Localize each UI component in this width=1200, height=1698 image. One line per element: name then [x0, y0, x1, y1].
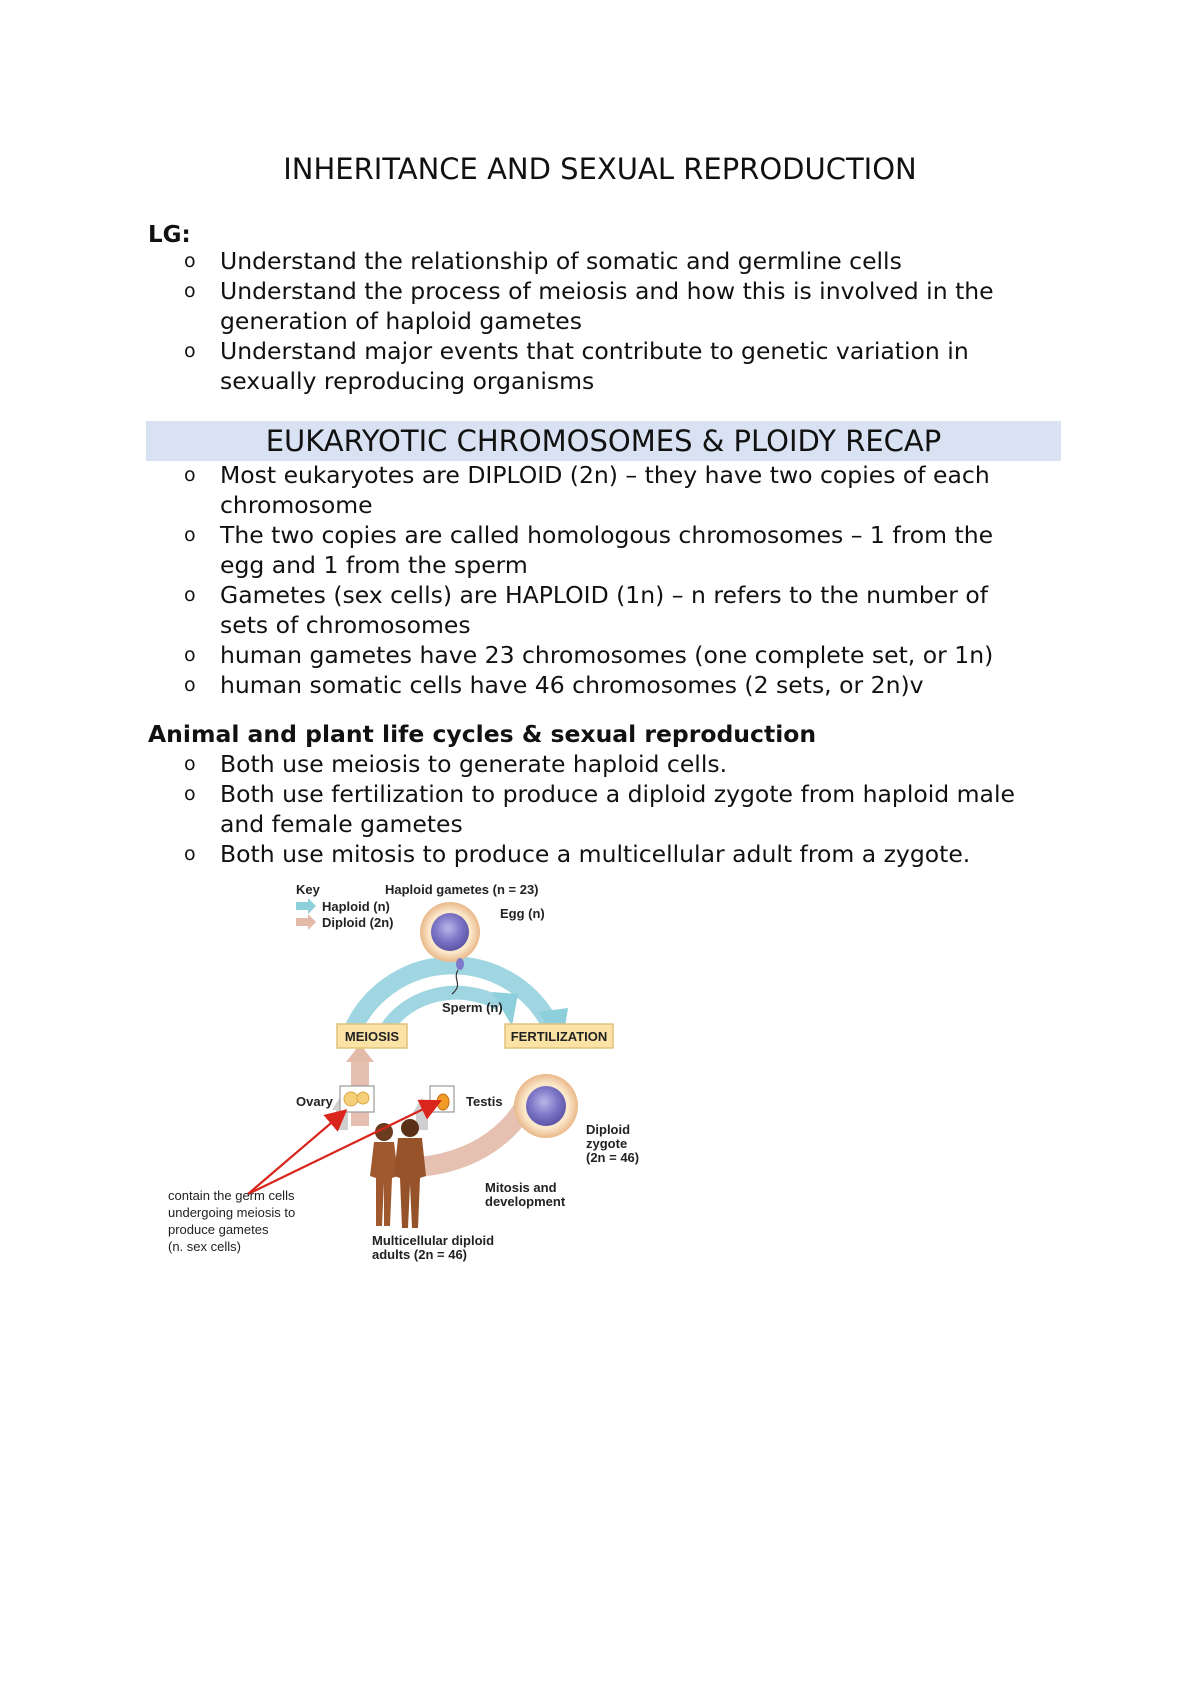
haploid-gametes-label: Haploid gametes (n = 23): [385, 882, 539, 897]
list-item-text: Both use meiosis to generate haploid cells.: [220, 750, 728, 778]
bullet-icon: o: [184, 783, 196, 805]
list-item-text: chromosome: [220, 491, 373, 519]
list-item-text: and female gametes: [220, 810, 463, 838]
testis-icon: [437, 1094, 449, 1110]
fertilization-label: FERTILIZATION: [510, 1029, 608, 1044]
bullet-icon: o: [184, 464, 196, 486]
life-cycles-heading: Animal and plant life cycles & sexual reproduction: [148, 720, 817, 748]
bullet-icon: o: [184, 340, 196, 362]
zygote-label: Diploid: [586, 1122, 631, 1137]
adults-label: Multicellular diploid: [372, 1233, 495, 1248]
list-item: [148, 839, 1015, 869]
page-title: INHERITANCE AND SEXUAL REPRODUCTION: [283, 152, 917, 186]
list-item: [148, 336, 994, 396]
recap-list: [148, 460, 993, 700]
list-item-text: human gametes have 23 chromosomes (one complete set, or 1n): [220, 641, 994, 669]
ovary-icon: [357, 1092, 369, 1104]
ovary-label: Ovary: [296, 1094, 333, 1109]
annotation-note: (n. sex cells): [168, 1239, 241, 1254]
haploid-key-label: Haploid (n): [322, 899, 390, 914]
diploid-key-label: Diploid (2n): [322, 915, 394, 930]
list-item: [148, 779, 1015, 839]
learning-goals-label: LG:: [148, 222, 191, 248]
list-item: [148, 640, 993, 670]
list-item: [148, 670, 993, 700]
zygote-label: (2n = 46): [586, 1150, 640, 1165]
ovary-icon: [344, 1092, 358, 1106]
meiosis-label: MEIOSIS: [344, 1029, 400, 1044]
list-item-text: The two copies are called homologous chromosomes – 1 from the: [220, 521, 994, 549]
mitosis-label: development: [485, 1194, 566, 1209]
list-item-text: Most eukaryotes are DIPLOID (2n) – they have two copies of each: [220, 461, 990, 489]
list-item-text: Gametes (sex cells) are HAPLOID (1n) – n refers to the number of: [220, 581, 989, 609]
haploid-key-arrow: [296, 898, 316, 914]
bullet-icon: o: [184, 524, 196, 546]
life-cycles-list: [148, 749, 1015, 869]
list-item-text: sets of chromosomes: [220, 611, 471, 639]
bullet-icon: o: [184, 843, 196, 865]
key-label: Key: [296, 882, 320, 897]
list-item-text: egg and 1 from the sperm: [220, 551, 528, 579]
list-item-text: Both use fertilization to produce a diploid zygote from haploid male: [220, 780, 1015, 808]
bullet-icon: o: [184, 250, 196, 272]
male-figure-icon: [394, 1119, 426, 1228]
egg-nucleus: [431, 913, 469, 951]
egg-label: Egg (n): [500, 906, 545, 921]
list-item: [148, 246, 994, 276]
zygote-label: zygote: [586, 1136, 628, 1151]
bullet-icon: o: [184, 280, 196, 302]
life-cycle-figure: [160, 876, 680, 1266]
list-item-text: generation of haploid gametes: [220, 307, 583, 335]
list-item: [148, 520, 993, 580]
annotation-note: produce gametes: [168, 1222, 269, 1237]
sperm-icon: [456, 958, 464, 970]
annotation-note: undergoing meiosis to: [168, 1205, 296, 1220]
testis-label: Testis: [466, 1094, 503, 1109]
list-item-text: Understand the relationship of somatic and germline cells: [220, 247, 902, 275]
bullet-icon: o: [184, 644, 196, 666]
list-item: [148, 460, 993, 520]
mitosis-label: Mitosis and: [485, 1180, 557, 1195]
list-item: [148, 276, 994, 336]
sperm-label: Sperm (n): [442, 1000, 503, 1015]
life-cycle-diagram: [160, 876, 680, 1266]
list-item-text: Understand major events that contribute to genetic variation in: [220, 337, 969, 365]
learning-goals-list: [148, 246, 994, 396]
diploid-key-arrow: [296, 914, 316, 930]
red-arrow-ovary: [248, 1112, 344, 1194]
female-figure-icon: [370, 1123, 398, 1226]
adults-label: adults (2n = 46): [372, 1247, 467, 1262]
list-item-text: human somatic cells have 46 chromosomes (2 sets, or 2n)v: [220, 671, 924, 699]
list-item: [148, 580, 993, 640]
bullet-icon: o: [184, 753, 196, 775]
bullet-icon: o: [184, 674, 196, 696]
bullet-icon: o: [184, 584, 196, 606]
list-item-text: Understand the process of meiosis and how this is involved in the: [220, 277, 994, 305]
list-item: [148, 749, 1015, 779]
list-item-text: sexually reproducing organisms: [220, 367, 595, 395]
annotation-note: contain the germ cells: [168, 1188, 295, 1203]
zygote-nucleus: [526, 1086, 566, 1126]
recap-heading: EUKARYOTIC CHROMOSOMES & PLOIDY RECAP: [146, 421, 1061, 461]
list-item-text: Both use mitosis to produce a multicellular adult from a zygote.: [220, 840, 971, 868]
